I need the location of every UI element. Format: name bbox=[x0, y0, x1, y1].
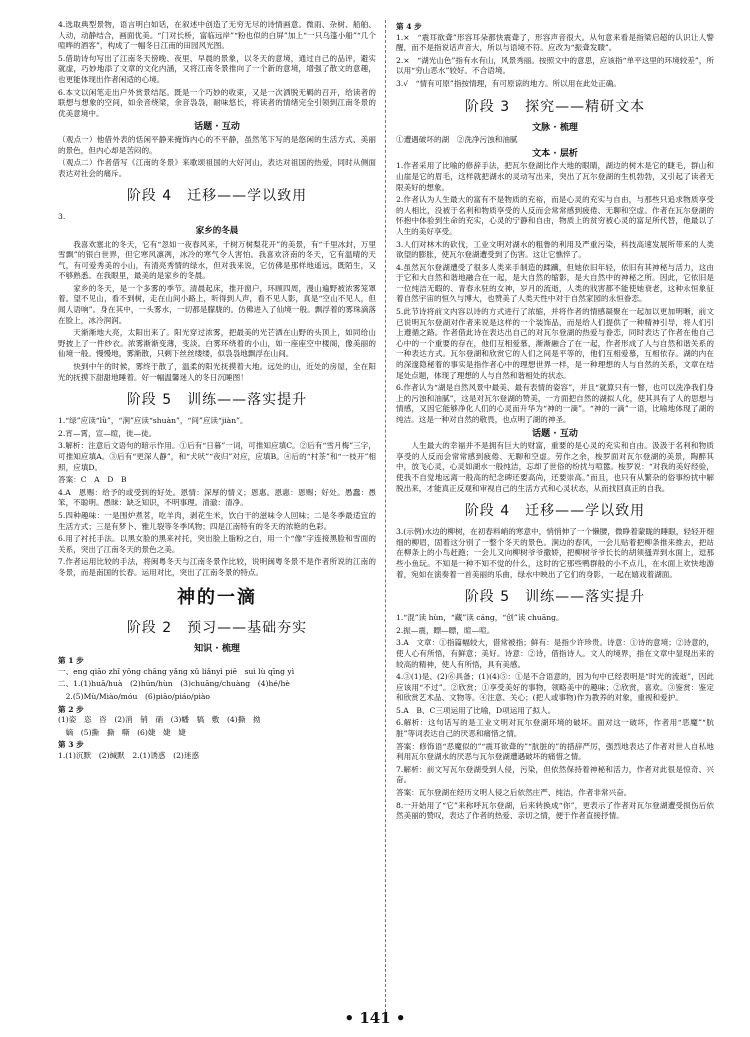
step-line: 二、1.(1)huā/huà (2)hūn/hùn (3)chuāng/chuàng (4)hé/hè bbox=[58, 679, 290, 689]
right-column bbox=[396, 20, 714, 824]
huati-text: 人生最大的幸福并不是拥有巨大的财富，重要的是心灵的充实和自由。汲汲于名利和物质享受的人反而会常常感到疲倦、无聊和空虚。劳作之余，梭罗面对瓦尔登湖的美景，陶醉其中，放飞心灵，心灵如湖水一般纯洁，忘却了世俗的纷扰与喧嚣。梭罗说：“对我的美好经验，使我不自觉地远离一般高的纪念碑还要高尚，还要崇高。”而且，也只有从繁杂的俗事纷扰中解脱出来，才能真正反观和审视自己的生活方式和心灵状态，从而找回真正的自我。 bbox=[396, 441, 714, 493]
answer-item: 答案：瓦尔登湖在经历文明人侵之后依然庄严、纯洁，作者非常兴奋。 bbox=[396, 788, 632, 798]
answer-item: 7.解析：前文写瓦尔登湖受到人侵，污染，但依然保持着神秘和活力，作者对此很是惊奇、兴奋。 bbox=[396, 764, 714, 785]
answer-item: 3.人们对林木的砍伐，工业文明对湖水的粗鲁的利用及严重污染，科技高速发展所带来的人类欲望的膨胀，使瓦尔登湖遭受到了伤害。这让它憔悴了。 bbox=[396, 239, 714, 260]
huati-item: （观点一）他借外表的恬闲平静来掩饰内心的不平静，虽然笔下写的是悠闲的生活方式、美丽的景色，但内心却是苦闷的。 bbox=[58, 134, 376, 155]
answer-item: 4.③(1)是、(2)⑥具备；(1)(4)⑤：①是不合语意的，因为句中已经表明是“时光的流逝”，因此应该用“不过”。②欣赏；①享受美好的事物，领略美中的趣味；②欣赏，喜欢。③鉴赏：鉴定和欣赏艺术品、文物等。④注意、关心；(把人或事物)作为教养的对象，重视和爱护。 bbox=[396, 672, 714, 703]
lesson-title: 神的一滴 bbox=[177, 586, 257, 608]
huati-heading: 话题 · 互动 bbox=[194, 122, 240, 133]
wenmai-heading: 文脉 · 梳理 bbox=[532, 122, 578, 133]
stage-5-heading-right: 阶段 5 训练——落实提升 bbox=[464, 589, 646, 606]
answer-item: 4.A 恩赐：给予的或受到的好处。恩情：深厚的情义；恩惠。恩惠：恩赐；好处。愚蠢：愚笨，不聪明。愚昧：缺乏知识，不明事理。清澈：清净。 bbox=[58, 487, 376, 508]
page-number: • 141 • bbox=[344, 1009, 406, 1027]
zhishi-heading: 知识 · 梳理 bbox=[194, 643, 240, 654]
essay-title: 家乡的冬晨 bbox=[195, 225, 239, 236]
answer-item: 1.“混”读 hùn，“藏”读 cáng，“创”读 chuāng。 bbox=[396, 613, 564, 623]
stage-5-heading: 阶段 5 训练——落实提升 bbox=[126, 392, 308, 409]
step-3-label: 第 3 步 bbox=[58, 740, 84, 750]
answer-item: 6.本文以闲笔走出户外赏景结尾。既是一个巧妙的收束，又是一次洒脱无羁的召开，给读者的联想与想象的空间，如余音绕梁，余音袅袅，耐味悠长，将读者的情绪完全引领到江南冬景的优美意境中。 bbox=[58, 87, 376, 118]
answer-item: 4.虽然瓦尔登湖遭受了很多人类来手制造的蹂躏，但她依旧年轻，依旧有其神秘与活力，这由于它和大自然和谐地融合在一起，是大自然的缩影，是大自然中的神秘之所。因此，它依旧是一位纯洁无暇的、青春永驻的女神，岁月的流逝，人类的戕害都不能使她衰老，这种永恒象征着自然宇宙的恒久与博大，也赞美了人类天性中对于自然家园的永恒眷恋。 bbox=[396, 262, 714, 304]
stage-5-items bbox=[58, 416, 376, 578]
answer-item: 2.× “湖光山色”指有水有山，风景秀丽。按照文中的意思，应该指“单平这里的环境较差”，所以用“穷山恶水”较好。不合语境。 bbox=[396, 55, 714, 76]
answer-item: 5.四种趣味：一是围炉煮茗，吃羊肉，剥花生米，饮白干的滋味令人回味；二是冬季最适宜的生活方式；三是有梦卜、雅儿裂等冬季风物；四是江南特有的冬天的浓艳的色彩。 bbox=[58, 510, 376, 531]
huati-items bbox=[58, 135, 376, 179]
answer-item: 1.作者采用了比喻的修辞手法，把瓦尔登湖比作大地的眼睛，湖边的树木是它的睫毛，群山和山崖是它的眉毛，这样就把湖水的灵动写出来，突出了瓦尔登湖的生机勃勃，又引起了读者无限美好的想象。 bbox=[396, 161, 714, 192]
answer-item: 6.解析：这句话写的是工业文明对瓦尔登湖环境的破坏。面对这一破坏，作者用“恶魔”“肮脏”等词表达自己的厌恶和痛惜之情。 bbox=[396, 718, 714, 739]
step-line: 2.(5)Mù/Miào/móu (6)piāo/piáo/piào bbox=[58, 691, 210, 701]
answer-item: 5.A B、C三项运用了比喻，D项运用了拟人。 bbox=[396, 705, 556, 715]
huati-heading-right: 话题 · 互动 bbox=[532, 428, 578, 439]
stage-2-heading: 阶段 2 预习——基础夯实 bbox=[126, 619, 308, 636]
step-4-items bbox=[396, 33, 714, 90]
answer-item: 5.借助诗句写出了江南冬天傍晚、夜里、早晨的景象，以冬天的意境，通过自己的品评，避实就虚，巧妙地添了文章的文化内涵，又将江南冬景推向了一个新的意境，增强了散文的意趣，也更能体现出作者闲适的心境。 bbox=[58, 53, 376, 84]
answer-item: 答案：修饰语“恶魔似的”“震耳欲聋的”“肮脏的”的措辞严厉，强烈地表达了作者对世人自私地利用瓦尔登湖水的厌恶与瓦尔登湖遭遇破坏的痛惜之情。 bbox=[396, 741, 714, 762]
answer-item: 4.选取典型景物，语言明白如话，在叙述中创造了无穷无尽的诗情画意。微雨、杂树、船舶、人动，动静结合，画面优美。“门对长桥，富临远岸”“粉也似的白屏”加上“一只乌篷小船”“几个喧哗的酒客”，构成了一幅冬日江南的田园风光图。 bbox=[58, 20, 376, 51]
answer-item: 2.作者认为人生最大的富有不是物质的充裕，而是心灵的充实与自由，与那些只追求物质享受的人相比，没被于名利和物质享受的人反而会常常感到疲倦、无聊和空虚。作者在瓦尔登湖的怀抱中体验到生命的充实，心灵的宁静和自由，物质上的贫穷被心灵的富足所代替，他最以了人生的美好享受。 bbox=[396, 195, 714, 236]
essay-paragraph: 我喜欢塞北的冬天，它有“忽如一夜春风来，千树万树梨花开”的美景，有“千里冰封，万里雪飘”的银白世界，但它寒风凛冽，冰冷的寒气令人害怕。我喜欢济南的冬天，它有温晴的天气，有可爱秀美的小山，有清亮秀情的绿水，但对我来说，它仿佛是那样地遥远，既陌生，又不够熟悉。在我眼里，最美的是家乡的冬晨。 bbox=[58, 239, 376, 281]
wenben-heading: 文本 · 层析 bbox=[532, 148, 578, 159]
answer-item: 3.√ “情有可原”指按情理，有可原谅的地方。所以用在此处正确。 bbox=[396, 78, 621, 88]
answer-item: 6.用了衬托手法。以黑女脸的黑来衬托，突出脸上脂粉之白，用一个“像”字连接黑脸和雪面的关系，突出了江南冬天的景色之美。 bbox=[58, 534, 376, 554]
essay-paragraph: 家乡的冬天，是一个多雾的季节。清晨起床，推开窗户，环顾四周，漫山遍野被浓雾笼罩着。望不见山，看不到树，走在山间小路上，听得到人声，看不见人影，真是“空山不见人，但闻人语响”。身在其中，一头雾水，一切都是朦胧的。仿佛进入了仙境一般。飘浮着的雾珠滴落在脸上，冰冷润润。 bbox=[58, 283, 376, 325]
essay-paragraph: 天渐渐地大亮，太阳出来了。阳光穿过浓雾，把最美的光芒洒在山野的头顶上，如同给山野披上了一件纱衣。浓雾渐渐变薄，变淡。白雾环绕着的小山，如一座座空中楼阁，像美丽的仙境一般。慢慢地，雾渐散，只剩下丝丝缕缕，似袅袅地飘浮在山间。 bbox=[58, 328, 376, 359]
step-2-label: 第 2 步 bbox=[58, 704, 84, 714]
answer-item: 3.解析：注意后文语句的暗示作用。①后有“日暮”一词，可推知应填C。②后有“雪月梅”三字，可推知应填A。③后有“更深人静”，和“犬吠”“夜归”对应，应填B。④后的“村茶”和“一枝开”相照，应填D。 bbox=[58, 441, 376, 472]
step-1-lines bbox=[58, 667, 376, 703]
huati-item: （观点二）作者借写《江南的冬景》来歌颂祖国的大好河山，表达对祖国的热爱，同时从侧面表达对社会的痛斥。 bbox=[58, 158, 376, 178]
essay-paragraph: 快到中午的时候，雾终于散了，温柔的阳光抚摸着大地。远处的山，近处的房屋，全在阳光的抚摸下甜甜地睡着。好一幅温馨迷人的冬日沉睡图！ bbox=[58, 362, 376, 382]
step-line: (1)姿 恣 咨 (2)消 销 硝 (3)幡 犒 敷 (4)撕 拗 bbox=[58, 715, 261, 725]
step-line: 一、eng qiāo zhǐ yǒng chāng yǎng xǔ liǎnyì piē suì lù qīng yì bbox=[58, 666, 295, 676]
answer-item: 5.此节诗将前文内容以诗的方式进行了浓缩，并将作者的情感凝聚在一起加以更加明晰，前文已说明瓦尔登湖对作者来说是这样的一个装饰品，而是给人们提供了一种精神引导，将人们引上遵循之路。作者借此诗在表达出自己的对瓦尔登湖的热爱与眷恋，同时表达了作者在他自己心中的一个重要的存在，他们互相爱慕，渐渐融合了在一起，作者形成了人与自然和谐关系的一种表达方式。瓦尔登湖和欣赏它的人们之间是平等的，他们互相爱慕，互相依存。湖的内在的深邃隐秘着的事实是指作者心中的理想世界一样，是一种理想的人与自然的关系，文章在结尾处点题，体现了理想的人与自然和谐相处的状态。 bbox=[396, 307, 714, 380]
answer-item: 1.× “震耳欲聋”形容耳朵都快震聋了，形容声音很大。从句意来看是指梁启超的认识让人警醒，而不是指说话声音大，所以与语境不符。应改为“振聋发聩”。 bbox=[396, 32, 714, 53]
step-2-lines bbox=[58, 715, 376, 738]
step-line: 1.(1)沉默 (2)缄默 2.(1)诱惑 (2)迷惑 bbox=[58, 750, 200, 760]
stage-5-items-right bbox=[396, 613, 714, 822]
answer-item: 答案：C A D B bbox=[58, 475, 127, 485]
stage-4-heading-right: 阶段 4 迁移——学以致用 bbox=[464, 503, 646, 520]
stage-4-heading: 阶段 4 迁移——学以致用 bbox=[126, 188, 308, 205]
step-3-lines bbox=[58, 751, 376, 762]
stage-3-heading: 阶段 3 探究——精研文本 bbox=[464, 98, 646, 115]
wenben-items bbox=[396, 161, 714, 425]
step-line: 嫡 (5)撕 撕 嘶 (6)婕 婕 婕 bbox=[58, 727, 186, 737]
column-divider bbox=[385, 20, 386, 1012]
answer-item: 2.宵—霄，宣—暄，徙—徒。 bbox=[58, 428, 157, 438]
essay-body bbox=[58, 240, 376, 384]
step-1-label: 第 1 步 bbox=[58, 656, 84, 666]
question-number: 3. bbox=[58, 212, 66, 222]
answer-item: 1.“绿”应读“lǜ”，“涧”应读“shuàn”，“间”应读“jiàn”。 bbox=[58, 416, 248, 426]
answer-item: 3.A 文章：①指篇幅较大，借常被指；鲜有：是指少许珍贵。诗意：①诗的意境；②诗意的，使人心有所悟，有鲜意；美好。诗意：②诗，借指诗人。文人的境界，指在文章中显现出来的较高的精神，使人有所悟，具有美感。 bbox=[396, 638, 714, 669]
left-column bbox=[58, 20, 376, 763]
left-top-items bbox=[58, 20, 376, 119]
wenmai-line: ①遭遇破坏的湖 ②洗净污浊和油腻 bbox=[396, 135, 518, 145]
step-4-label: 第 4 步 bbox=[396, 22, 422, 31]
answer-item: 6.作者认为“湖是自然风景中最美、最有表情的姿容”，并且“就算只有一瞥，也可以洗净我们身上的污浊和油腻”，这是对瓦尔登湖的赞美，一方面把自然的湖拟人化，使其具有了人的思想与情感，又因它能够净化人们的心灵而升华为“神的一滴”。“神的一滴”一语，比喻地体现了湖的纯洁。这是一种对自然的敬畏，也点明了湖的神圣。 bbox=[396, 383, 714, 424]
answer-item: 2.振—震，瞟—瞟，暄—喧。 bbox=[396, 625, 495, 635]
answer-item: 7.作者运用比较的手法，将闽粤冬天与江南冬景作比较，说明闽粤冬景不是作者所说的江南的冬景，而是南国的长春。运用对比，突出了江南冬景的特点。 bbox=[58, 557, 376, 577]
stage-4-text: 3.(示例)水边的柳树，在初春料峭的寒意中，悄悄伸了一个懒腰，微睁着蒙眬的睡眼，轻轻开细细的柳眉，固着这分别了一整个冬天的景色。涧边的春风，一会儿贴着把柳条推来推去，把站在柳条上的小鸟赶跑；一会儿又向柳树爷爷撒娇，把柳树爷爷长长的胡须搔弄到水面上，逗那些小鱼玩。不知是一种不知不觉的什么，这时的它那些鸭群般的小不点儿，在水面上欢快地游着，宛如在演奏着一首美丽的乐曲，绿水中映出了它们的身影，一起在嬉戏着湖面。 bbox=[396, 527, 714, 579]
answer-item: 8.一开始用了“它”来称呼瓦尔登湖，后来转换成“你”，更表示了作者对瓦尔登湖遭受损伤后依然美丽的赞叹，表达了作者的热爱、亲切之情，便于作者直接抒情。 bbox=[396, 800, 714, 821]
